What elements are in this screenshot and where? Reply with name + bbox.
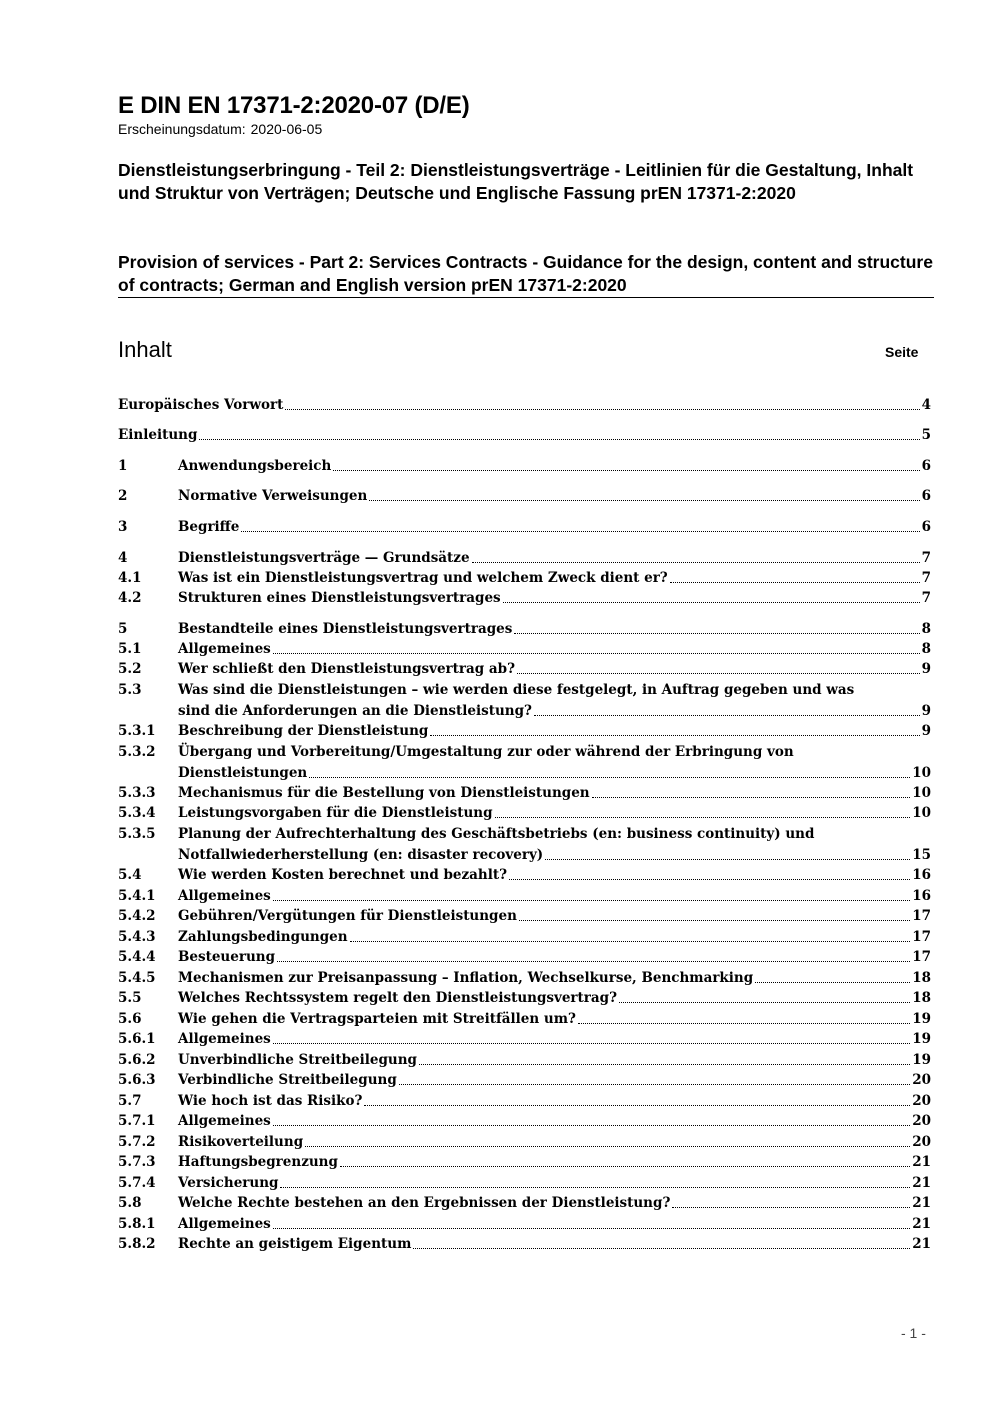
toc-entry-page: 6 bbox=[921, 488, 931, 504]
toc-entry-4-1[interactable] bbox=[118, 568, 931, 588]
toc-entry-number: 5.3.4 bbox=[118, 805, 156, 821]
toc-entry-page: 7 bbox=[921, 550, 931, 566]
toc-entry-5-2[interactable] bbox=[118, 659, 931, 679]
toc-entry-page: 6 bbox=[921, 458, 931, 474]
toc-entry-5-3-3[interactable] bbox=[118, 783, 931, 803]
toc-entry-number: 1 bbox=[118, 458, 128, 474]
toc-leader-dots bbox=[534, 715, 920, 716]
toc-entry-5-8-2[interactable] bbox=[118, 1234, 931, 1254]
toc-entry-5-8-1[interactable] bbox=[118, 1214, 931, 1234]
toc-entry-number: 5.7 bbox=[118, 1093, 142, 1109]
toc-leader-dots bbox=[369, 500, 919, 501]
toc-entry-page: 17 bbox=[912, 929, 931, 945]
toc-entry-5-6-2[interactable] bbox=[118, 1050, 931, 1070]
toc-leader-dots bbox=[670, 582, 920, 583]
toc-entry-number: 5 bbox=[118, 621, 128, 637]
toc-entry-page: 20 bbox=[912, 1072, 931, 1088]
toc-entry-title: Wie werden Kosten berechnet und bezahlt? bbox=[178, 867, 507, 883]
document-title-english: Provision of services - Part 2: Services Contracts - Guidance for the design, content and structure of contracts; German and English version prEN 17371-2:2020 bbox=[118, 252, 933, 295]
toc-entry-number: 5.7.3 bbox=[118, 1154, 156, 1170]
toc-entry-page: 5 bbox=[921, 427, 931, 443]
toc-entry-title: Risikoverteilung bbox=[178, 1134, 304, 1150]
toc-entry-page: 19 bbox=[912, 1031, 931, 1047]
toc-entry-number: 4.2 bbox=[118, 590, 142, 606]
toc-entry-number: 5.3 bbox=[118, 682, 142, 698]
toc-entry-title: Mechanismen zur Preisanpassung – Inflation, Wechselkurse, Benchmarking bbox=[178, 970, 754, 986]
toc-entry-number: 5.7.2 bbox=[118, 1134, 156, 1150]
toc-entry-title: Europäisches Vorwort bbox=[118, 397, 284, 413]
toc-entry-page: 17 bbox=[912, 908, 931, 924]
toc-leader-dots bbox=[399, 1084, 910, 1085]
toc-entry-title: Was ist ein Dienstleistungsvertrag und welchem Zweck dient er? bbox=[178, 570, 668, 586]
toc-entry-page: 20 bbox=[912, 1113, 931, 1129]
toc-entry-page: 4 bbox=[921, 397, 931, 413]
toc-entry-number: 5.3.1 bbox=[118, 723, 156, 739]
toc-leader-dots bbox=[199, 439, 919, 440]
toc-entry-page: 9 bbox=[921, 723, 931, 739]
toc-entry-number: 5.4.1 bbox=[118, 888, 156, 904]
toc-entry-title: Allgemeines bbox=[178, 1031, 271, 1047]
toc-entry-page: 20 bbox=[912, 1134, 931, 1150]
toc-leader-dots bbox=[472, 562, 920, 563]
toc-entry-5-7-2[interactable] bbox=[118, 1132, 931, 1152]
toc-entry-title: Rechte an geistigem Eigentum bbox=[178, 1236, 412, 1252]
toc-entry-5-3-4[interactable] bbox=[118, 803, 931, 823]
toc-entry-title-line2: sind die Anforderungen an die Dienstleistung? bbox=[178, 703, 532, 719]
toc-entry-title-line1: Übergang und Vorbereitung/Umgestaltung zur oder während der Erbringung von bbox=[178, 744, 794, 760]
toc-entry-number: 5.1 bbox=[118, 641, 142, 657]
toc-entry-1[interactable] bbox=[118, 456, 931, 476]
toc-leader-dots bbox=[495, 817, 911, 818]
toc-entry-number: 5.3.3 bbox=[118, 785, 156, 801]
toc-entry-page: 21 bbox=[912, 1236, 931, 1252]
toc-entry-5-6-1[interactable] bbox=[118, 1029, 931, 1049]
toc-leader-dots bbox=[273, 653, 920, 654]
toc-entry-page: 10 bbox=[912, 785, 931, 801]
toc-entry-title-line2: Dienstleistungen bbox=[178, 765, 308, 781]
toc-entry-4-2[interactable] bbox=[118, 588, 931, 608]
toc-entry-title: Versicherung bbox=[178, 1175, 279, 1191]
toc-entry-5-3-1[interactable] bbox=[118, 721, 931, 741]
toc-entry-5-4[interactable] bbox=[118, 865, 931, 885]
toc-leader-dots bbox=[545, 859, 910, 860]
toc-leader-dots bbox=[755, 982, 910, 983]
toc-entry-foreword[interactable] bbox=[118, 395, 931, 415]
toc-entry-number: 5.6.3 bbox=[118, 1072, 156, 1088]
toc-entry-number: 5.8.1 bbox=[118, 1216, 156, 1232]
toc-leader-dots bbox=[519, 920, 910, 921]
toc-entry-title: Allgemeines bbox=[178, 1216, 271, 1232]
toc-entry-title: Wie hoch ist das Risiko? bbox=[178, 1093, 363, 1109]
toc-entry-title: Normative Verweisungen bbox=[178, 488, 368, 504]
toc-entry-title: Wie gehen die Vertragsparteien mit Streitfällen um? bbox=[178, 1011, 576, 1027]
toc-entry-5-8[interactable] bbox=[118, 1193, 931, 1213]
toc-entry-5-7[interactable] bbox=[118, 1091, 931, 1111]
toc-entry-5-7-4[interactable] bbox=[118, 1173, 931, 1193]
toc-leader-dots bbox=[364, 1105, 910, 1106]
toc-entry-page: 6 bbox=[921, 519, 931, 535]
toc-entry-page: 16 bbox=[912, 867, 931, 883]
toc-entry-title-line1: Was sind die Dienstleistungen – wie werden diese festgelegt, in Auftrag gegeben und was bbox=[178, 682, 855, 698]
toc-page-column-label: Seite bbox=[885, 344, 919, 360]
toc-leader-dots bbox=[273, 1228, 910, 1229]
toc-leader-dots bbox=[619, 1002, 910, 1003]
toc-leader-dots bbox=[273, 1043, 910, 1044]
toc-leader-dots bbox=[277, 961, 910, 962]
toc-entry-number: 5.8 bbox=[118, 1195, 142, 1211]
toc-entry-page: 17 bbox=[912, 949, 931, 965]
toc-leader-dots bbox=[509, 879, 910, 880]
toc-entry-page: 10 bbox=[912, 765, 931, 781]
toc-entry-title: Begriffe bbox=[178, 519, 240, 535]
toc-entry-number: 5.4.2 bbox=[118, 908, 156, 924]
toc-entry-title: Zahlungsbedingungen bbox=[178, 929, 348, 945]
toc-entry-title: Wer schließt den Dienstleistungsvertrag ab? bbox=[178, 661, 515, 677]
document-id: E DIN EN 17371-2:2020-07 (D/E) bbox=[118, 92, 470, 119]
toc-leader-dots bbox=[273, 1125, 910, 1126]
header-divider bbox=[118, 297, 934, 298]
toc-entry-title: Gebühren/Vergütungen für Dienstleistungen bbox=[178, 908, 517, 924]
toc-entry-number: 5.3.2 bbox=[118, 744, 156, 760]
toc-entry-title: Mechanismus für die Bestellung von Dienstleistungen bbox=[178, 785, 590, 801]
toc-leader-dots bbox=[514, 633, 919, 634]
toc-leader-dots bbox=[672, 1207, 910, 1208]
toc-entry-number: 5.7.1 bbox=[118, 1113, 156, 1129]
toc-entry-title: Dienstleistungsverträge — Grundsätze bbox=[178, 550, 470, 566]
toc-entry-title: Verbindliche Streitbeilegung bbox=[178, 1072, 397, 1088]
toc-entry-introduction[interactable] bbox=[118, 425, 931, 445]
toc-entry-page: 19 bbox=[912, 1052, 931, 1068]
toc-entry-5-6[interactable] bbox=[118, 1009, 931, 1029]
toc-entry-page: 19 bbox=[912, 1011, 931, 1027]
toc-leader-dots bbox=[241, 531, 919, 532]
publication-date bbox=[118, 121, 322, 137]
toc-entry-page: 21 bbox=[912, 1216, 931, 1232]
toc-entry-5-4-3[interactable] bbox=[118, 927, 931, 947]
document-title-german: Dienstleistungserbringung - Teil 2: Dienstleistungsverträge - Leitlinien für die Gestaltung, Inhalt und Struktur von Verträgen; Deutsche und Englische Fassung prEN 17371-2:2020 bbox=[118, 160, 914, 203]
toc-entry-5-1[interactable] bbox=[118, 639, 931, 659]
toc-entry-number: 4 bbox=[118, 550, 128, 566]
toc-leader-dots bbox=[280, 1187, 910, 1188]
publication-date-value: 2020-06-05 bbox=[250, 121, 323, 137]
toc-entry-title: Welches Rechtssystem regelt den Dienstleistungsvertrag? bbox=[178, 990, 617, 1006]
toc-entry-page: 9 bbox=[921, 661, 931, 677]
toc-entry-title-line2: Notfallwiederherstellung (en: disaster recovery) bbox=[178, 847, 544, 863]
toc-entry-page: 21 bbox=[912, 1175, 931, 1191]
toc-entry-number: 5.4.4 bbox=[118, 949, 156, 965]
toc-entry-page: 20 bbox=[912, 1093, 931, 1109]
toc-leader-dots bbox=[503, 602, 920, 603]
toc-entry-2[interactable] bbox=[118, 486, 931, 506]
toc-entry-title: Haftungsbegrenzung bbox=[178, 1154, 338, 1170]
toc-entry-number: 5.4.5 bbox=[118, 970, 156, 986]
page-number: - 1 - bbox=[901, 1325, 926, 1341]
toc-entry-number: 5.6.1 bbox=[118, 1031, 156, 1047]
toc-entry-page: 18 bbox=[912, 990, 931, 1006]
toc-entry-number: 5.4 bbox=[118, 867, 142, 883]
toc-leader-dots bbox=[350, 941, 911, 942]
toc-entry-title: Unverbindliche Streitbeilegung bbox=[178, 1052, 417, 1068]
toc-leader-dots bbox=[419, 1064, 910, 1065]
toc-entry-number: 5.2 bbox=[118, 661, 142, 677]
toc-entry-5-4-1[interactable] bbox=[118, 886, 931, 906]
toc-entry-title: Welche Rechte bestehen an den Ergebnissen der Dienstleistung? bbox=[178, 1195, 671, 1211]
toc-leader-dots bbox=[592, 797, 911, 798]
toc-entry-5-4-4[interactable] bbox=[118, 947, 931, 967]
toc-entry-page: 8 bbox=[921, 621, 931, 637]
toc-leader-dots bbox=[578, 1023, 910, 1024]
toc-entry-title: Einleitung bbox=[118, 427, 198, 443]
toc-entry-title: Besteuerung bbox=[178, 949, 276, 965]
toc-entry-5-7-1[interactable] bbox=[118, 1111, 931, 1131]
toc-entry-number: 5.6 bbox=[118, 1011, 142, 1027]
publication-date-label: Erscheinungsdatum: bbox=[118, 121, 246, 137]
toc-entry-title: Strukturen eines Dienstleistungsvertrages bbox=[178, 590, 501, 606]
toc-entry-page: 21 bbox=[912, 1154, 931, 1170]
toc-entry-5-7-3[interactable] bbox=[118, 1152, 931, 1172]
toc-entry-page: 15 bbox=[912, 847, 931, 863]
toc-entry-page: 7 bbox=[921, 590, 931, 606]
toc-entry-title: Allgemeines bbox=[178, 641, 271, 657]
toc-entry-5-6-3[interactable] bbox=[118, 1070, 931, 1090]
toc-entry-title: Allgemeines bbox=[178, 1113, 271, 1129]
toc-leader-dots bbox=[517, 673, 920, 674]
toc-entry-page: 16 bbox=[912, 888, 931, 904]
toc-entry-page: 8 bbox=[921, 641, 931, 657]
toc-entry-page: 18 bbox=[912, 970, 931, 986]
toc-entry-5-3-5[interactable] bbox=[118, 824, 931, 865]
toc-entry-number: 5.4.3 bbox=[118, 929, 156, 945]
toc-entry-number: 5.3.5 bbox=[118, 826, 156, 842]
toc-entry-page: 9 bbox=[921, 703, 931, 719]
toc-entry-number: 5.8.2 bbox=[118, 1236, 156, 1252]
toc-entry-number: 5.5 bbox=[118, 990, 142, 1006]
toc-entry-title-line1: Planung der Aufrechterhaltung des Geschäftsbetriebs (en: business continuity) und bbox=[178, 826, 815, 842]
toc-leader-dots bbox=[333, 470, 919, 471]
toc-leader-dots bbox=[309, 777, 910, 778]
toc-entry-page: 7 bbox=[921, 570, 931, 586]
toc-entry-title: Bestandteile eines Dienstleistungsvertrages bbox=[178, 621, 513, 637]
toc-entry-5-4-2[interactable] bbox=[118, 906, 931, 926]
toc-entry-3[interactable] bbox=[118, 517, 931, 537]
toc-entry-5-4-5[interactable] bbox=[118, 968, 931, 988]
toc-entry-number: 3 bbox=[118, 519, 128, 535]
toc-heading: Inhalt bbox=[118, 337, 172, 362]
toc-entry-4[interactable] bbox=[118, 548, 931, 568]
toc-leader-dots bbox=[340, 1166, 910, 1167]
toc-entry-number: 5.7.4 bbox=[118, 1175, 156, 1191]
toc-entry-title: Allgemeines bbox=[178, 888, 271, 904]
toc-entry-number: 5.6.2 bbox=[118, 1052, 156, 1068]
toc-entry-5-5[interactable] bbox=[118, 988, 931, 1008]
toc-leader-dots bbox=[285, 409, 919, 410]
toc-entry-page: 21 bbox=[912, 1195, 931, 1211]
toc-entry-5-3-2[interactable] bbox=[118, 742, 931, 783]
toc-entry-title: Leistungsvorgaben für die Dienstleistung bbox=[178, 805, 493, 821]
toc-leader-dots bbox=[305, 1146, 910, 1147]
toc-entry-5[interactable] bbox=[118, 619, 931, 639]
toc-entry-title: Anwendungsbereich bbox=[178, 458, 332, 474]
toc-leader-dots bbox=[430, 735, 919, 736]
toc-entry-number: 4.1 bbox=[118, 570, 142, 586]
toc-leader-dots bbox=[413, 1248, 910, 1249]
toc-entry-5-3[interactable] bbox=[118, 680, 931, 721]
toc-entry-title: Beschreibung der Dienstleistung bbox=[178, 723, 429, 739]
toc-entry-number: 2 bbox=[118, 488, 128, 504]
toc-entry-page: 10 bbox=[912, 805, 931, 821]
toc-leader-dots bbox=[273, 900, 910, 901]
